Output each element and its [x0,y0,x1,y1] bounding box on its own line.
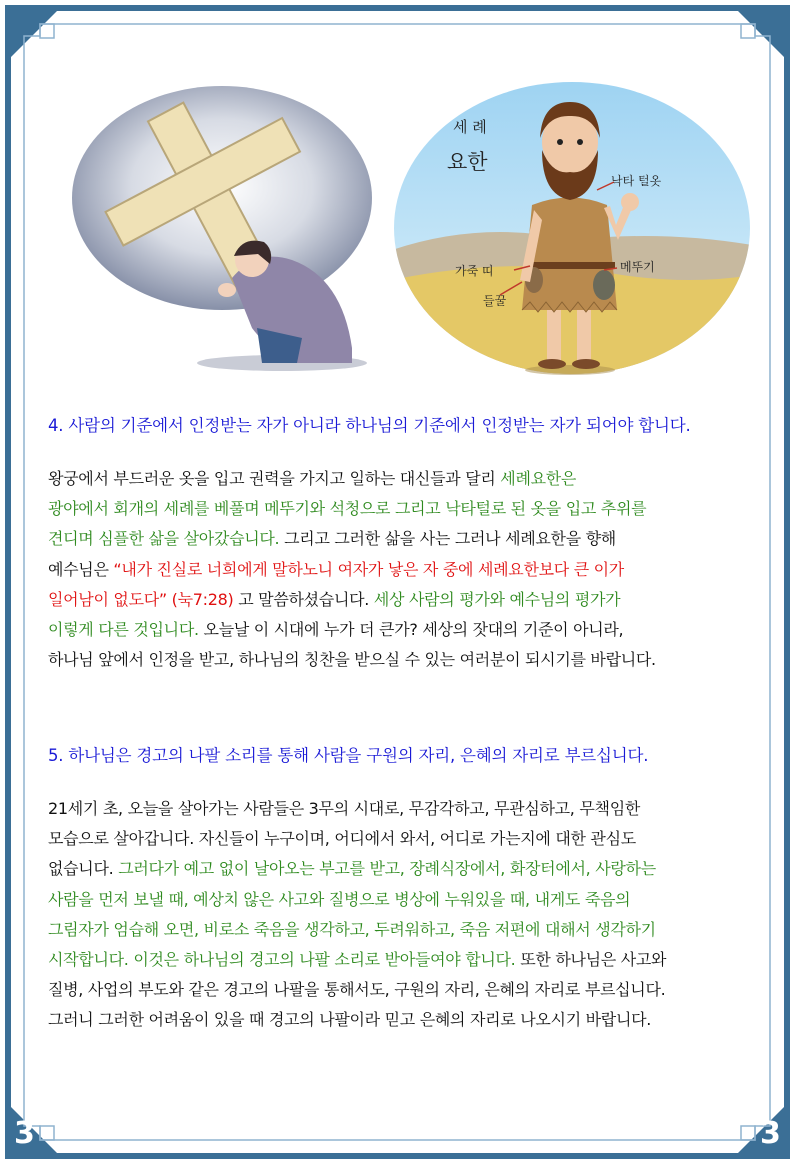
s4-line4-quote: “내가 진실로 너희에게 말하노니 여자가 낳은 자 중에 세례요한보다 큰 이가 [113,559,624,579]
s5-line1: 21세기 초, 오늘을 살아가는 사람들은 3무의 시대로, 무감각하고, 무관심하고, 무책임한 [48,799,641,818]
s4-line5-quote: 일어남이 없도다” (눅7:28) [48,589,234,609]
s5-line8: 그러니 그러한 어려움이 있을 때 경고의 나팔이라 믿고 은혜의 자리로 나오시기 바랍니다. [48,1010,652,1030]
s4-line6-text: 오늘날 이 시대에 누가 더 큰가? 세상의 잣대의 기준이 아니라, [198,620,624,640]
page-number-right: 3 [760,1116,781,1151]
s5-line4: 사람을 먼저 보낼 때, 예상치 않은 사고와 질병으로 병상에 누워있을 때, 내게도 죽음의 [48,889,631,909]
section4-heading: 4. 사람의 기준에서 인정받는 자가 아니라 하나님의 기준에서 인정받는 자가 되어야 합니다. [48,416,691,435]
s4-line6-highlight: 이렇게 다른 것입니다. [48,620,199,640]
s5-line7: 질병, 사업의 부도와 같은 경고의 나팔을 통해서도, 구원의 자리, 은혜의 자리로 부르십니다. [48,980,666,1000]
s5-line3-text: 없습니다. [48,859,114,879]
section5-body [48,794,758,1036]
s4-line3-text: 그리고 그러한 삶을 사는 그러나 세례요한을 향해 [279,529,616,549]
s4-line1-highlight: 세례요한은 [500,469,577,488]
cross-with-kneeling-woman-icon [52,78,372,378]
s4-line1-text: 왕궁에서 부드러운 옷을 입고 권력을 가지고 일하는 대신들과 달리 [48,469,501,488]
s4-line3-highlight: 견디며 심플한 삶을 살아갔습니다. [48,529,280,549]
s4-line7: 하나님 앞에서 인정을 받고, 하나님의 칭찬을 받으실 수 있는 여러분이 되시기를 바랍니다. [48,650,656,670]
label-leather-belt: 가죽 띠 [455,264,494,278]
label-honey: 들꿀 [483,294,507,308]
s4-line5-text: 고 말씀하셨습니다. [233,589,374,609]
section5-heading: 5. 하나님은 경고의 나팔 소리를 통해 사람을 구원의 자리, 은혜의 자리로 부르십니다. [48,746,649,765]
label-camel-hair: 낙타 털옷 [611,174,662,188]
s4-line5-highlight: 세상 사람의 평가와 예수님의 평가가 [373,589,621,609]
section4-body [48,464,758,675]
s5-line6-highlight: 시작합니다. 이것은 하나님의 경고의 나팔 소리로 받아들여야 합니다. [48,950,516,970]
s5-line6-text: 또한 하나님은 사고와 [515,950,667,970]
label-locust: 메뚜기 [620,260,655,274]
page-number-left: 3 [14,1116,35,1151]
john-the-baptist-illustration [392,80,752,375]
illustration-title-line2: 요한 [447,150,488,174]
s5-line2: 모습으로 살아갑니다. 자신들이 누구이며, 어디에서 와서, 어디로 가는지에 대한 관심도 [48,829,636,849]
s4-line4-text: 예수님은 [48,559,114,579]
s5-line3-highlight: 그러다가 예고 없이 날아오는 부고를 받고, 장례식장에서, 화장터에서, 사랑하는 [113,859,656,879]
illustration-title-line1: 세 례 [453,118,487,136]
s5-line5: 그림자가 엄습해 오면, 비로소 죽음을 생각하고, 두려워하고, 죽음 저편에 대해서 생각하기 [48,919,656,939]
s4-line2: 광야에서 회개의 세례를 베풀며 메뚜기와 석청으로 그리고 낙타털로 된 옷을 입고 추위를 [48,499,647,519]
